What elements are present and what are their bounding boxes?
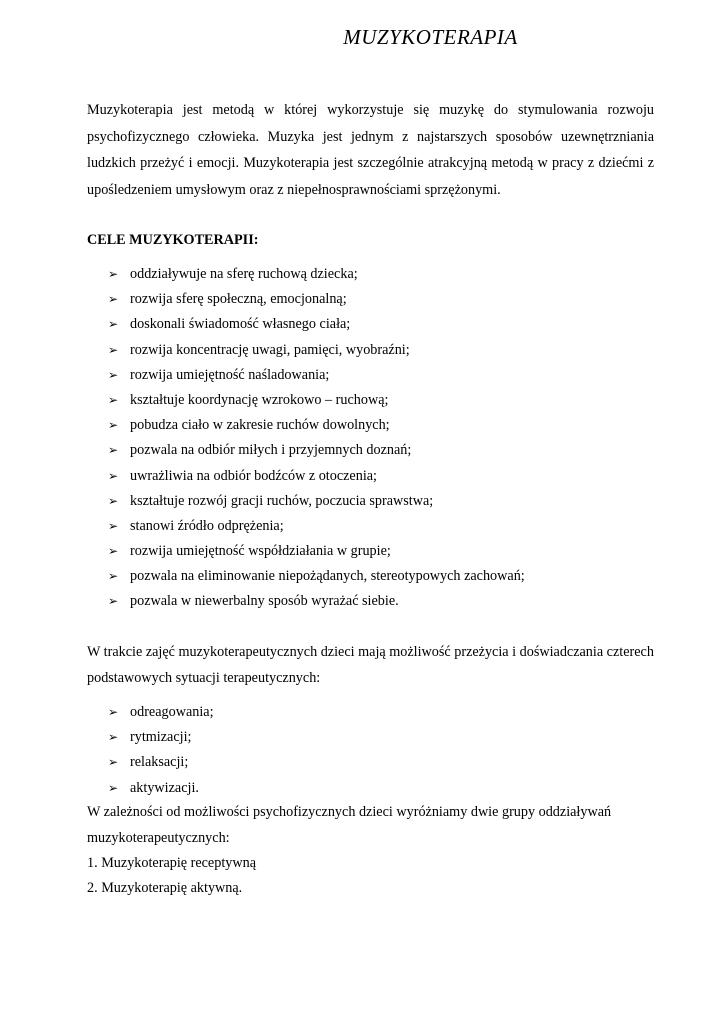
arrow-bullet-icon: ➢ bbox=[108, 392, 119, 407]
list-item: ➢ relaksacji; bbox=[108, 750, 648, 775]
situations-paragraph: W trakcie zajęć muzykoterapeutycznych dzieci mają możliwość przeżycia i doświadczania czterech podstawowych sytuacji terapeutycznych: bbox=[87, 644, 654, 686]
arrow-bullet-icon: ➢ bbox=[108, 780, 119, 795]
arrow-bullet-icon: ➢ bbox=[108, 317, 119, 332]
arrow-bullet-icon: ➢ bbox=[108, 755, 119, 770]
goals-heading: CELE MUZYKOTERAPII: bbox=[87, 232, 259, 248]
arrow-bullet-icon: ➢ bbox=[108, 443, 119, 458]
goals-list bbox=[108, 262, 648, 615]
list-item: ➢ rozwija umiejętność współdziałania w grupie; bbox=[108, 539, 648, 564]
list-item: ➢ pozwala na eliminowanie niepożądanych, stereotypowych zachowań; bbox=[108, 564, 648, 589]
list-item: ➢ pobudza ciało w zakresie ruchów dowolnych; bbox=[108, 413, 648, 438]
list-item: ➢ stanowi źródło odprężenia; bbox=[108, 514, 648, 539]
intro-paragraph: Muzykoterapia jest metodą w której wykorzystuje się muzykę do stymulowania rozwoju psychofizycznego człowieka. Muzyka jest jednym z najstarszych sposobów uzewnętrzniania ludzkich przeżyć i emocji. Muzykoterapia jest szczególnie atrakcyjną metodą w pracy z dziećmi z upośledzeniem umysłowym oraz z niepełnosprawnościami sprzężonymi. bbox=[87, 102, 654, 198]
arrow-bullet-icon: ➢ bbox=[108, 544, 119, 559]
list-item: ➢ kształtuje rozwój gracji ruchów, poczucia sprawstwa; bbox=[108, 489, 648, 514]
list-item: ➢ odreagowania; bbox=[108, 700, 648, 725]
arrow-bullet-icon: ➢ bbox=[108, 730, 119, 745]
arrow-bullet-icon: ➢ bbox=[108, 267, 119, 281]
group-item-receptive: 1. Muzykoterapię receptywną bbox=[87, 855, 256, 871]
list-item: ➢ rozwija umiejętność naśladowania; bbox=[108, 363, 648, 388]
list-item: ➢ rozwija koncentrację uwagi, pamięci, wyobraźni; bbox=[108, 338, 648, 363]
arrow-bullet-icon: ➢ bbox=[108, 493, 119, 508]
arrow-bullet-icon: ➢ bbox=[108, 569, 119, 584]
page-title: MUZYKOTERAPIA bbox=[343, 25, 518, 49]
list-item: ➢ rozwija sferę społeczną, emocjonalną; bbox=[108, 287, 648, 312]
groups-paragraph: W zależności od możliwości psychofizycznych dzieci wyróżniamy dwie grupy oddziaływań muzykoterapeutycznych: bbox=[87, 804, 612, 846]
arrow-bullet-icon: ➢ bbox=[108, 418, 119, 433]
situations-list bbox=[108, 700, 648, 801]
arrow-bullet-icon: ➢ bbox=[108, 468, 119, 483]
list-item: ➢ rytmizacji; bbox=[108, 725, 648, 750]
arrow-bullet-icon: ➢ bbox=[108, 292, 119, 307]
arrow-bullet-icon: ➢ bbox=[108, 705, 119, 719]
arrow-bullet-icon: ➢ bbox=[108, 342, 119, 357]
arrow-bullet-icon: ➢ bbox=[108, 594, 119, 609]
list-item: ➢ kształtuje koordynację wzrokowo – ruchową; bbox=[108, 388, 648, 413]
list-item: ➢ pozwala w niewerbalny sposób wyrażać siebie. bbox=[108, 589, 648, 614]
list-item: ➢ uwrażliwia na odbiór bodźców z otoczenia; bbox=[108, 464, 648, 489]
arrow-bullet-icon: ➢ bbox=[108, 518, 119, 533]
list-item: ➢ doskonali świadomość własnego ciała; bbox=[108, 312, 648, 337]
list-item: ➢ oddziaływuje na sferę ruchową dziecka; bbox=[108, 262, 648, 287]
group-item-active: 2. Muzykoterapię aktywną. bbox=[87, 880, 243, 896]
list-item: ➢ aktywizacji. bbox=[108, 776, 648, 801]
list-item: ➢ pozwala na odbiór miłych i przyjemnych doznań; bbox=[108, 438, 648, 463]
arrow-bullet-icon: ➢ bbox=[108, 367, 119, 382]
